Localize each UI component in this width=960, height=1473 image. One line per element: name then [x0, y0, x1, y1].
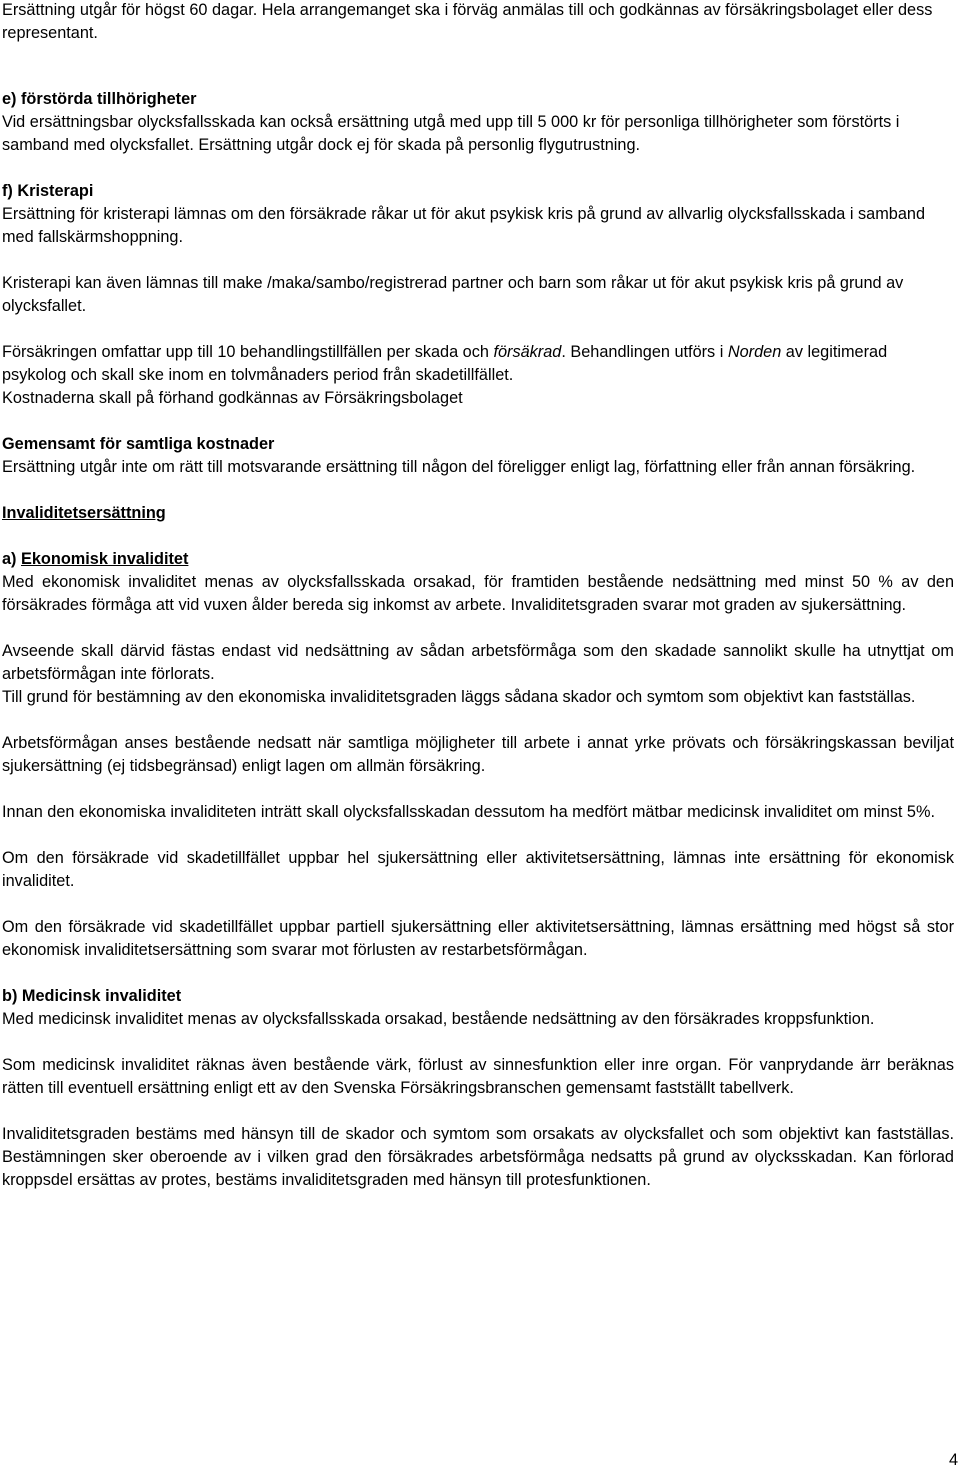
- spacer: [2, 45, 954, 68]
- economic-invalidity-heading: [2, 548, 954, 571]
- section-f-heading: f) Kristerapi: [2, 182, 94, 200]
- spacer: [2, 962, 954, 985]
- spacer: [2, 617, 954, 640]
- economic-para-1: Med ekonomisk invaliditet menas av olycksfallsskada orsakad, för framtiden bestående nedsättning med minst 50 % av den försäkrades förmåga att vid vuxen ålder bereda sig inkomst av arbete. Invaliditetsgraden svarar mot graden av sjukersättning.: [2, 573, 954, 614]
- page-number: 4: [948, 1451, 958, 1469]
- section-d-tail: Ersättning utgår för högst 60 dagar. Hela arrangemanget ska i förväg anmälas till och godkännas av försäkringsbolaget eller dess representant.: [2, 1, 933, 42]
- spacer: [2, 1100, 954, 1123]
- medical-para-1: Med medicinsk invaliditet menas av olycksfallsskada orsakad, bestående nedsättning av den försäkrades kroppsfunktion.: [2, 1010, 875, 1028]
- invalidity-heading: Invaliditetsersättning: [2, 504, 166, 522]
- para-3-part-c: av legitimerad psykolog och skall ske inom en tolvmånaders period från skadetillfället.: [2, 343, 888, 384]
- common-costs-heading: Gemensamt för samtliga kostnader: [2, 435, 275, 453]
- section-e-text: [2, 111, 954, 157]
- spacer: [2, 824, 954, 847]
- section-f-para-1: Ersättning för kristerapi lämnas om den försäkrade råkar ut för akut psykisk kris på grund av allvarlig olycksfallsskada i samband med fallskärmshoppning.: [2, 205, 925, 246]
- spacer: [2, 157, 954, 180]
- common-costs-text: Ersättning utgår inte om rätt till motsvarande ersättning till någon del föreligger enligt lag, författning eller från annan försäkring.: [2, 458, 916, 476]
- para-3-part-a: Försäkringen omfattar upp till 10 behandlingstillfällen per skada och: [2, 343, 494, 361]
- para-3-italic-1: försäkrad: [493, 343, 562, 361]
- spacer: [2, 249, 954, 272]
- spacer: [2, 778, 954, 801]
- medical-para-2: Som medicinsk invaliditet räknas även bestående värk, förlust av sinnesfunktion eller inre organ. För vanprydande ärr beräknas rätten till eventuell ersättning enligt ett av den Svenska Försäkringsbranschen gemensamt fastställt tabellverk.: [2, 1056, 954, 1097]
- economic-para-6: Om den försäkrade vid skadetillfället uppbar hel sjukersättning eller aktivitetsersättning, lämnas inte ersättning för ekonomisk invaliditet.: [2, 849, 954, 890]
- economic-para-5: Innan den ekonomiska invaliditeten inträtt skall olycksfallsskadan dessutom ha medfört mätbar medicinsk invaliditet om minst 5%.: [2, 803, 935, 821]
- section-f-para-2: Kristerapi kan även lämnas till make /maka/sambo/registrerad partner och barn som råkar ut för akut psykisk kris på grund av olycksfallet.: [2, 274, 904, 315]
- para-3-italic-2: Norden: [727, 343, 782, 361]
- spacer: [2, 479, 954, 502]
- section-e-text-2: Ersättning utgår dock ej för skada på personlig flygutrustning.: [193, 136, 641, 154]
- economic-para-3: Till grund för bestämning av den ekonomiska invaliditetsgraden läggs sådana skador och symtom som objektivt kan fastställas.: [2, 688, 916, 706]
- spacer: [2, 68, 954, 88]
- spacer: [2, 410, 954, 433]
- spacer: [2, 318, 954, 341]
- economic-heading-prefix: a): [2, 550, 22, 568]
- spacer: [2, 1031, 954, 1054]
- section-f-para-4: Kostnaderna skall på förhand godkännas av Försäkringsbolaget: [2, 389, 463, 407]
- economic-heading-title: Ekonomisk invaliditet: [21, 550, 189, 568]
- medical-para-3: Invaliditetsgraden bestäms med hänsyn till de skador och symtom som orsakats av olycksfallet och som objektivt kan fastställas. Bestämningen sker oberoende av i vilken grad den försäkrades arbetsförmåga nedsatts på grund av olycksskadan. Kan förlorad kroppsdel ersättas av protes, bestäms invaliditetsgraden med hänsyn till protesfunktionen.: [2, 1125, 954, 1189]
- economic-para-7: Om den försäkrade vid skadetillfället uppbar partiell sjukersättning eller aktivitetsersättning, lämnas ersättning med högst så stor ekonomisk invaliditetsersättning som svarar mot förlusten av restarbetsförmågan.: [2, 918, 954, 959]
- para-3-part-b: . Behandlingen utförs i: [561, 343, 728, 361]
- document-page: [2, 0, 954, 1192]
- economic-para-2: Avseende skall därvid fästas endast vid nedsättning av sådan arbetsförmåga som den skadade sannolikt skulle ha utnyttjat om arbetsförmågan inte förlorats.: [2, 642, 954, 683]
- section-e-heading: e) förstörda tillhörigheter: [2, 90, 197, 108]
- economic-para-4: Arbetsförmågan anses bestående nedsatt när samtliga möjligheter till arbete i annat yrke prövats och försäkringskassan beviljat sjukersättning (ej tidsbegränsad) enligt lagen om allmän försäkring.: [2, 734, 954, 775]
- medical-invalidity-heading: b) Medicinsk invaliditet: [2, 987, 182, 1005]
- spacer: [2, 709, 954, 732]
- spacer: [2, 893, 954, 916]
- spacer: [2, 525, 954, 548]
- section-f-para-3: [2, 341, 954, 387]
- section-e-text-1: Vid ersättningsbar olycksfallsskada kan också ersättning utgå med upp till 5 000 kr för personliga tillhörigheter som förstörts i samband med olycksfallet.: [2, 113, 900, 154]
